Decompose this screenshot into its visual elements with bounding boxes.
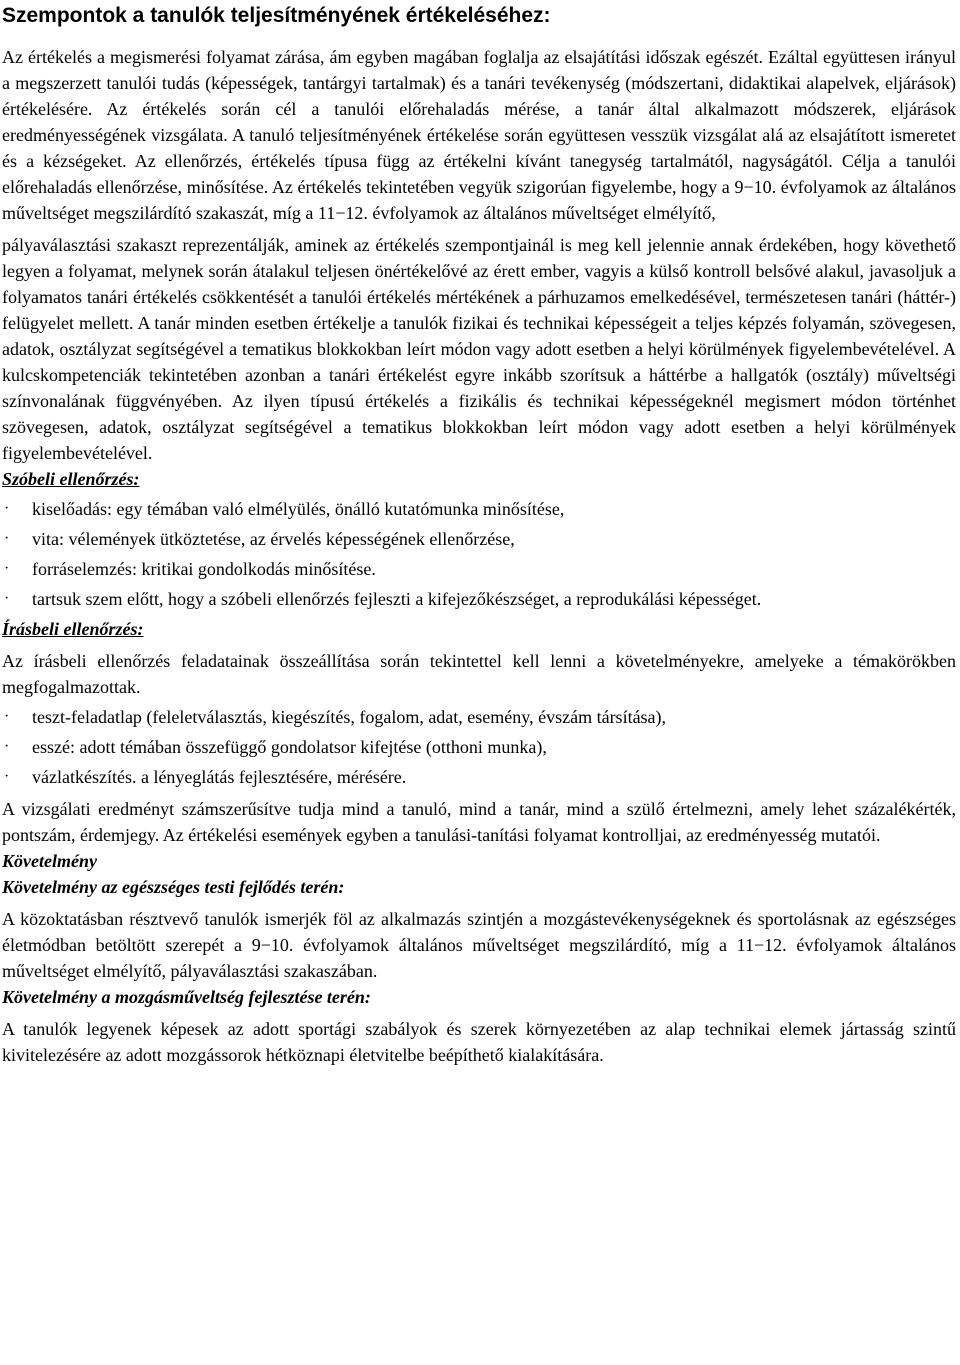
list-item bbox=[2, 586, 956, 612]
written-paragraph: Az írásbeli ellenőrzés feladatainak összeállítása során tekintettel kell lenni a követelményekre, amelyeke a témakörökben megfogalmazottak. bbox=[2, 651, 956, 697]
list-item-text: tartsuk szem előtt, hogy a szóbeli ellenőrzés fejleszti a kifejezőkészséget, a reprodukálási képességet. bbox=[32, 589, 762, 609]
written-list bbox=[2, 704, 956, 790]
list-item bbox=[2, 526, 956, 552]
document-page bbox=[2, 0, 956, 1068]
list-item-text: kiselőadás: egy témában való elmélyülés, önálló kutatómunka minősítése, bbox=[32, 499, 565, 519]
health-requirement-heading: Követelmény az egészséges testi fejlődés terén: bbox=[2, 877, 345, 897]
list-item-text: esszé: adott témában összefüggő gondolatsor kifejtése (otthoni munka), bbox=[32, 737, 547, 757]
page-title: Szempontok a tanulók teljesítményének értékeléséhez: bbox=[2, 4, 551, 27]
list-item bbox=[2, 496, 956, 522]
movement-requirement-heading: Követelmény a mozgásműveltség fejlesztése terén: bbox=[2, 987, 371, 1007]
second-paragraph: pályaválasztási szakaszt reprezentálják, aminek az értékelés szempontjainál is meg kell jelennie annak érdekében, hogy követhető legyen a folyamat, melynek során átalakul teljesen önértékelővé az érett ember, vagyis a külső kontroll belsővé alakul, javasoljuk a folyamatos tanári értékelés csökkentését a tanulói értékelés mértékének a párhuzamos emelkedésével, természetesen tanári (háttér-) felügyelet mellett. A tanár minden esetben értékelje a tanulók fizikai és technikai képességeit a teljes képzés folyamán, szövegesen, adatok, osztályzat segítségével a tematikus blokkokban leírt módon vagy adott esetben a helyi körülmények figyelembevételével. A kulcskompetenciák tekintetében azonban a tanári értékelést egyre inkább szorítsuk a háttérbe a hallgatók (osztály) műveltségi színvonalának függvényében. Az ilyen típusú értékelés a fizikális és technikai képességeknél megismert módon történhet szövegesen, adatok, osztályzat segítségével a tematikus blokkokban leírt módon vagy adott esetben a helyi körülmények figyelembevételével. bbox=[2, 235, 956, 463]
movement-requirement-paragraph: A tanulók legyenek képesek az adott sportági szabályok és szerek környezetében az alap technikai elemek jártasság szintű kivitelezésére az adott mozgássorok hétköznapi életvitelbe beépíthető kialakítására. bbox=[2, 1019, 956, 1065]
health-requirement-paragraph: A közoktatásban résztvevő tanulók ismerjék föl az alkalmazás szintjén a mozgástevékenységeknek és sportolásnak az egészséges életmódban betöltött szerepét a 9−10. évfolyamok általános műveltséget megszilárdító, míg a 11−12. évfolyamok általános műveltséget elmélyítő, pályaválasztási szakaszában. bbox=[2, 909, 956, 981]
bullet-icon: · bbox=[4, 708, 10, 725]
requirements-heading: Követelmény bbox=[2, 851, 97, 871]
bullet-icon: · bbox=[4, 560, 10, 577]
oral-list bbox=[2, 496, 956, 612]
list-item bbox=[2, 764, 956, 790]
list-item-text: forráselemzés: kritikai gondolkodás minősítése. bbox=[32, 559, 376, 579]
list-item bbox=[2, 704, 956, 730]
list-item-text: teszt-feladatlap (feleletválasztás, kiegészítés, fogalom, adat, esemény, évszám társítása), bbox=[32, 707, 667, 727]
written-heading: Írásbeli ellenőrzés: bbox=[2, 619, 144, 639]
list-item bbox=[2, 734, 956, 760]
bullet-icon: · bbox=[4, 768, 10, 785]
oral-heading: Szóbeli ellenőrzés: bbox=[2, 469, 140, 489]
bullet-icon: · bbox=[4, 530, 10, 547]
bullet-icon: · bbox=[4, 500, 10, 517]
written-closing-paragraph: A vizsgálati eredményt számszerűsítve tudja mind a tanuló, mind a tanár, mind a szülő értelmezni, amely lehet százalékérték, pontszám, érdemjegy. Az értékelési események egyben a tanulási-tanítási folyamat kontrolljai, az eredményesség mutatói. bbox=[2, 799, 956, 845]
list-item-text: vita: vélemények ütköztetése, az érvelés képességének ellenőrzése, bbox=[32, 529, 515, 549]
bullet-icon: · bbox=[4, 590, 10, 607]
list-item-text: vázlatkészítés. a lényeglátás fejlesztésére, mérésére. bbox=[32, 767, 407, 787]
list-item bbox=[2, 556, 956, 582]
bullet-icon: · bbox=[4, 738, 10, 755]
intro-paragraph: Az értékelés a megismerési folyamat zárása, ám egyben magában foglalja az elsajátítási időszak egészét. Ezáltal együttesen irányul a megszerzett tanulói tudás (képességek, tantárgyi tartalmak) és a tanári tevékenység (módszertani, didaktikai alapelvek, eljárások) értékelésére. Az értékelés során cél a tanulói előrehaladás mérése, a tanár által alkalmazott módszerek, eljárások eredményességének vizsgálata. A tanuló teljesítményének értékelése során együttesen vesszük vizsgálat alá az elsajátított ismeretet és a kézségeket. Az ellenőrzés, értékelés típusa függ az értékelni kívánt tanegység tartalmától, nagyságától. Célja a tanulói előrehaladás ellenőrzése, minősítése. Az értékelés tekintetében vegyük szigorúan figyelembe, hogy a 9−10. évfolyamok az általános műveltséget megszilárdító szakaszát, míg a 11−12. évfolyamok az általános műveltséget elmélyítő, bbox=[2, 47, 956, 223]
